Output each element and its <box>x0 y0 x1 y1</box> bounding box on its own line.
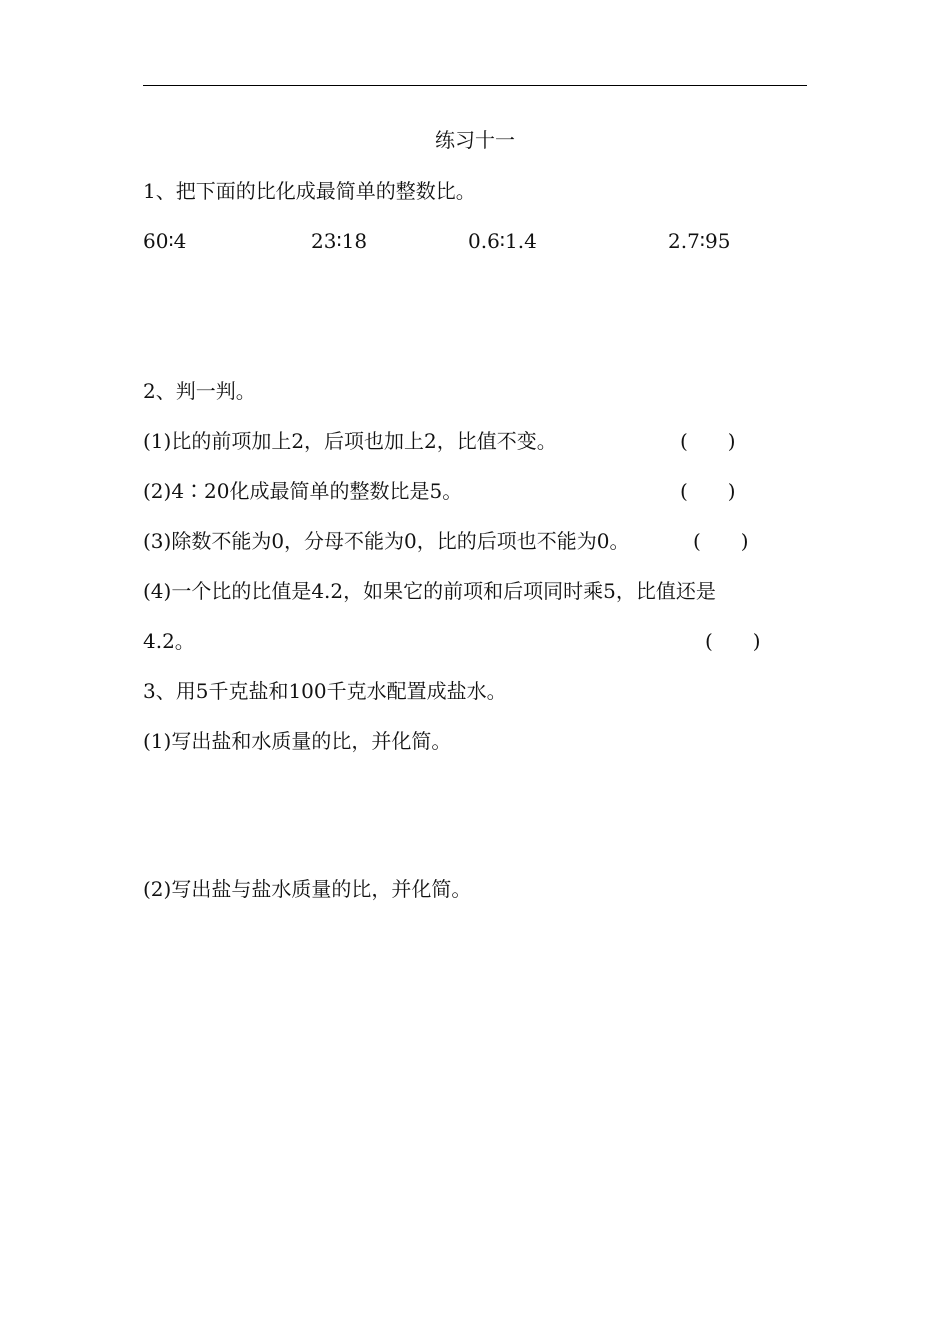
q1-ratio-4: 2.7∶95 <box>668 229 731 253</box>
q1-prompt: 1、把下面的比化成最简单的整数比。 <box>143 179 476 203</box>
q3-prompt: 3、用5千克盐和100千克水配置成盐水。 <box>143 679 507 703</box>
answer-blank[interactable]: ( ) <box>693 529 749 553</box>
q1-ratio-3: 0.6∶1.4 <box>468 229 537 253</box>
answer-blank[interactable]: ( ) <box>680 479 736 503</box>
answer-blank[interactable]: ( ) <box>705 629 761 653</box>
header-rule <box>143 85 807 86</box>
q2-item-4-continuation: 4.2。 <box>143 629 195 653</box>
q2-item-3: (3)除数不能为0，分母不能为0，比的后项也不能为0。 <box>143 529 630 553</box>
q3-sub-2: (2)写出盐与盐水质量的比，并化简。 <box>143 877 472 901</box>
answer-blank[interactable]: ( ) <box>680 429 736 453</box>
q1-ratio-1: 60∶4 <box>143 229 187 253</box>
q2-prompt: 2、判一判。 <box>143 379 256 403</box>
q1-ratio-2: 23∶18 <box>311 229 368 253</box>
q2-item-2: (2)4∶20化成最简单的整数比是5。 <box>143 479 463 503</box>
q2-item-4: (4)一个比的比值是4.2，如果它的前项和后项同时乘5，比值还是 <box>143 579 716 603</box>
q3-sub-1: (1)写出盐和水质量的比，并化简。 <box>143 729 452 753</box>
page-title: 练习十一 <box>435 128 515 152</box>
q2-item-1: (1)比的前项加上2，后项也加上2，比值不变。 <box>143 429 557 453</box>
